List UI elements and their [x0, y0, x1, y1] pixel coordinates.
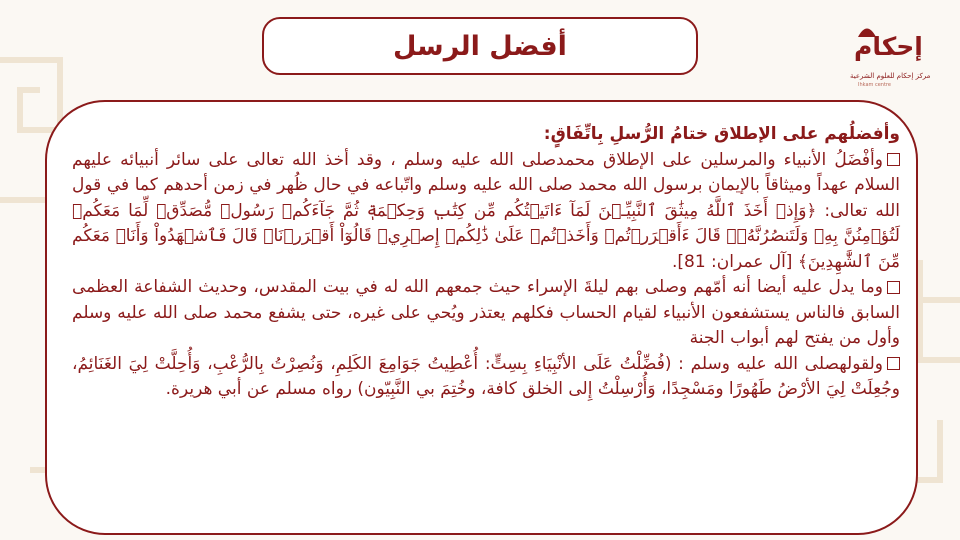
title-box [262, 17, 698, 75]
paragraph-text: وما يدل عليه أيضا أنه أمّهم وصلى بهم ليلةَ الإسراء حيث جمعهم الله له في بيت المقدس، وحديث الشفاعة العظمى السابق فالناس يستشفعون الأنبياء لقيام الحساب فكلهم يعتذر ويُحي على غيره، حتى يشفع محمد صلى الله عليه وسلم وأول من يفتح لهم أبواب الجنة [72, 277, 900, 348]
logo-tagline: Ihkam centre [858, 82, 891, 88]
paragraph-1 [72, 148, 900, 276]
logo-subtitle: مركز إحكام للعلوم الشرعية [850, 72, 931, 80]
paragraph-3 [72, 352, 900, 403]
paragraph-2 [72, 275, 900, 352]
paragraph-text: وأفْضَلُ الأنبياء والمرسلين على الإطلاق محمدصلى الله عليه وسلم ، وقد أخذ الله تعالى على سائر أنبيائه عليهم السلام عهداً وميثاقاً بالإيمان برسول الله محمد صلى الله عليه وسلم واتّباعه في حال ظُهر في زمن أحدهم كما في قول الله تعالى: ﴿وَإِذۡ أَخَذَ ٱللَّهُ مِيثَٰقَ ٱلنَّبِيِّـۧنَ لَمَآ ءَاتَيۡتُكُم مِّن كِتَٰبٖ وَحِكۡمَةٖ ثُمَّ جَآءَكُمۡ رَسُولٞ مُّصَدِّقٞ لِّمَا مَعَكُمۡ لَتُؤۡمِنُنَّ بِهِۦ وَلَتَنصُرُنَّهُۥۚ قَالَ ءَأَقۡرَرۡتُمۡ وَأَخَذۡتُمۡ عَلَىٰ ذَٰلِكُمۡ إِصۡرِيۖ قَالُوٓاْ أَقۡرَرۡنَاۚ قَالَ فَٱشۡهَدُواْ وَأَنَا۠ مَعَكُم مِّنَ ٱلشَّٰهِدِينَ﴾ [آل عمران: 81]. [72, 149, 900, 272]
logo [848, 22, 932, 94]
checkbox-bullet-icon [887, 281, 900, 294]
checkbox-bullet-icon [887, 357, 900, 370]
paragraph-text: ولقولهصلى الله عليه وسلم : (فُضِّلْتُ عَلَى الأنْبِيَاءِ بِسِتٍّ: أُعْطِيتُ جَوَامِعَ الكَلِمِ، وَنُصِرْتُ بِالرُّعْبِ، وَأُحِلَّتْ لِيَ الغَنَائِمُ، وجُعِلَتْ لِيَ الأرْضُ طَهُورًا ومَسْجِدًا، وَأُرْسِلْتُ إِلى الخلق كافة، وخُتِمَ بي النَّبِيّون) رواه مسلم عن أبي هريرة. [72, 353, 900, 399]
checkbox-bullet-icon [887, 153, 900, 166]
slide-title: أفضل الرسل [393, 30, 567, 62]
logo-name: إحكام [854, 32, 923, 61]
content-heading: وأفضلُهم على الإطلاق ختامُ الرُّسلِ بِاتِّفَاقٍ: [543, 124, 900, 144]
content-body [72, 122, 900, 482]
